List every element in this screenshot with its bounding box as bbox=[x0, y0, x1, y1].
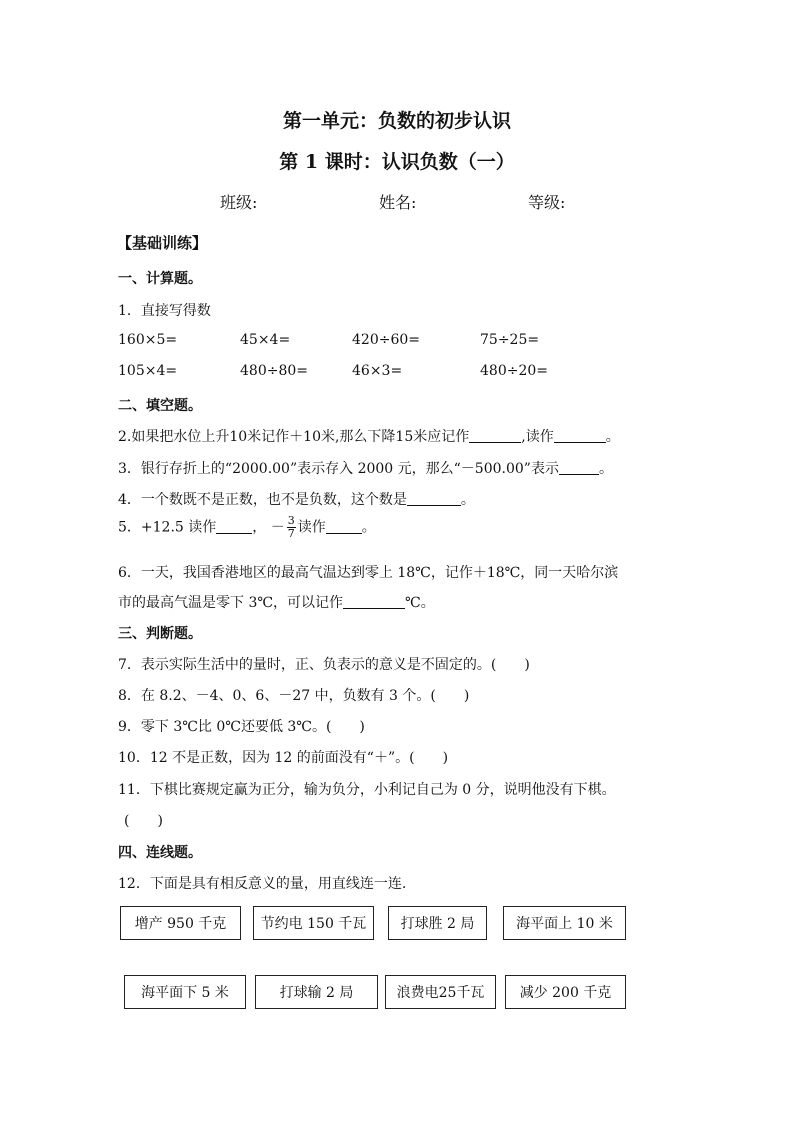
match-box-top[interactable]: 节约电 150 千瓦 bbox=[253, 906, 374, 940]
calc-item: 420÷60= bbox=[352, 332, 420, 348]
calc-item: 46×3= bbox=[352, 363, 403, 379]
part2-heading: 二、填空题。 bbox=[118, 398, 202, 414]
part1-heading: 一、计算题。 bbox=[118, 271, 202, 287]
match-box-bottom[interactable]: 打球输 2 局 bbox=[255, 975, 378, 1009]
question-2-text-a: 2.如果把水位上升10米记作＋10米,那么下降15米应记作 bbox=[118, 429, 470, 445]
question-7: 7．表示实际生活中的量时，正、负表示的意义是不固定的。( ) bbox=[118, 657, 530, 673]
question-2-text-c: 。 bbox=[605, 429, 620, 445]
match-box-bottom[interactable]: 浪费电25千瓦 bbox=[385, 975, 496, 1009]
question-11-line-2: ( ) bbox=[124, 813, 163, 829]
question-8: 8．在 8.2、－4、0、6、－27 中，负数有 3 个。( ) bbox=[118, 688, 470, 704]
calc-item: 480÷20= bbox=[480, 363, 548, 379]
fraction-numerator: 3 bbox=[287, 514, 295, 527]
match-box-top[interactable]: 增产 950 千克 bbox=[120, 906, 241, 940]
minus-sign: － bbox=[270, 519, 285, 536]
question-1: 1．直接写得数 bbox=[118, 303, 211, 319]
answer-blank[interactable] bbox=[326, 519, 362, 534]
question-9: 9．零下 3℃比 0℃还要低 3℃。( ) bbox=[118, 719, 365, 735]
grade-label: 等级: bbox=[528, 193, 566, 212]
answer-blank[interactable] bbox=[559, 460, 599, 475]
question-5-text-a: 5．+12.5 读作 bbox=[118, 519, 217, 536]
class-label: 班级: bbox=[220, 193, 258, 212]
question-5-text-d: 。 bbox=[361, 519, 376, 536]
question-4-text-a: 4．一个数既不是正数，也不是负数，这个数是 bbox=[118, 492, 407, 508]
question-5-text-c: 读作 bbox=[297, 519, 326, 536]
question-3-text-a: 3．银行存折上的“2000.00”表示存入 2000 元，那么“－500.00”表示 bbox=[118, 461, 559, 477]
question-2 bbox=[118, 426, 620, 446]
lesson-subtitle: 第 1 课时：认识负数（一） bbox=[279, 151, 515, 173]
match-box-bottom[interactable]: 海平面下 5 米 bbox=[124, 975, 246, 1009]
question-6-text-b: ℃。 bbox=[405, 595, 435, 611]
answer-blank[interactable] bbox=[407, 491, 461, 506]
match-box-top[interactable]: 打球胜 2 局 bbox=[388, 906, 487, 940]
question-4 bbox=[118, 489, 475, 509]
question-5 bbox=[118, 515, 376, 540]
part3-heading: 三、判断题。 bbox=[118, 626, 202, 642]
calc-item: 160×5= bbox=[118, 332, 178, 348]
question-11-line-1: 11．下棋比赛规定赢为正分，输为负分，小利记自己为 0 分，说明他没有下棋。 bbox=[118, 782, 616, 798]
answer-blank[interactable] bbox=[216, 519, 252, 534]
name-label: 姓名: bbox=[379, 193, 417, 212]
fraction-denominator: 7 bbox=[287, 527, 295, 540]
question-3-text-b: 。 bbox=[598, 461, 613, 477]
question-6-text-a: 市的最高气温是零下 3℃，可以记作 bbox=[118, 595, 344, 611]
question-12: 12．下面是具有相反意义的量，用直线连一连. bbox=[118, 876, 407, 892]
calc-item: 45×4= bbox=[240, 332, 291, 348]
match-box-bottom[interactable]: 减少 200 千克 bbox=[505, 975, 626, 1009]
answer-blank[interactable] bbox=[343, 594, 405, 609]
page-title: 第一单元：负数的初步认识 bbox=[282, 110, 511, 132]
question-6-line-2 bbox=[118, 592, 435, 612]
part4-heading: 四、连线题。 bbox=[118, 845, 202, 861]
question-3 bbox=[118, 458, 613, 478]
calc-item: 105×4= bbox=[118, 363, 178, 379]
question-5-text-b: ， bbox=[252, 519, 267, 536]
match-box-top[interactable]: 海平面上 10 米 bbox=[503, 906, 626, 940]
question-4-text-b: 。 bbox=[460, 492, 475, 508]
answer-blank[interactable] bbox=[554, 428, 606, 443]
calc-item: 75÷25= bbox=[480, 332, 540, 348]
calc-item: 480÷80= bbox=[240, 363, 308, 379]
question-10: 10．12 不是正数，因为 12 的前面没有“＋”。( ) bbox=[118, 750, 449, 766]
answer-blank[interactable] bbox=[469, 428, 521, 443]
section-basic-training: 【基础训练】 bbox=[117, 234, 208, 252]
question-6-line-1: 6．一天，我国香港地区的最高气温达到零上 18℃，记作＋18℃，同一天哈尔滨 bbox=[118, 565, 619, 581]
fraction bbox=[287, 515, 296, 540]
question-2-text-b: ,读作 bbox=[521, 429, 554, 445]
